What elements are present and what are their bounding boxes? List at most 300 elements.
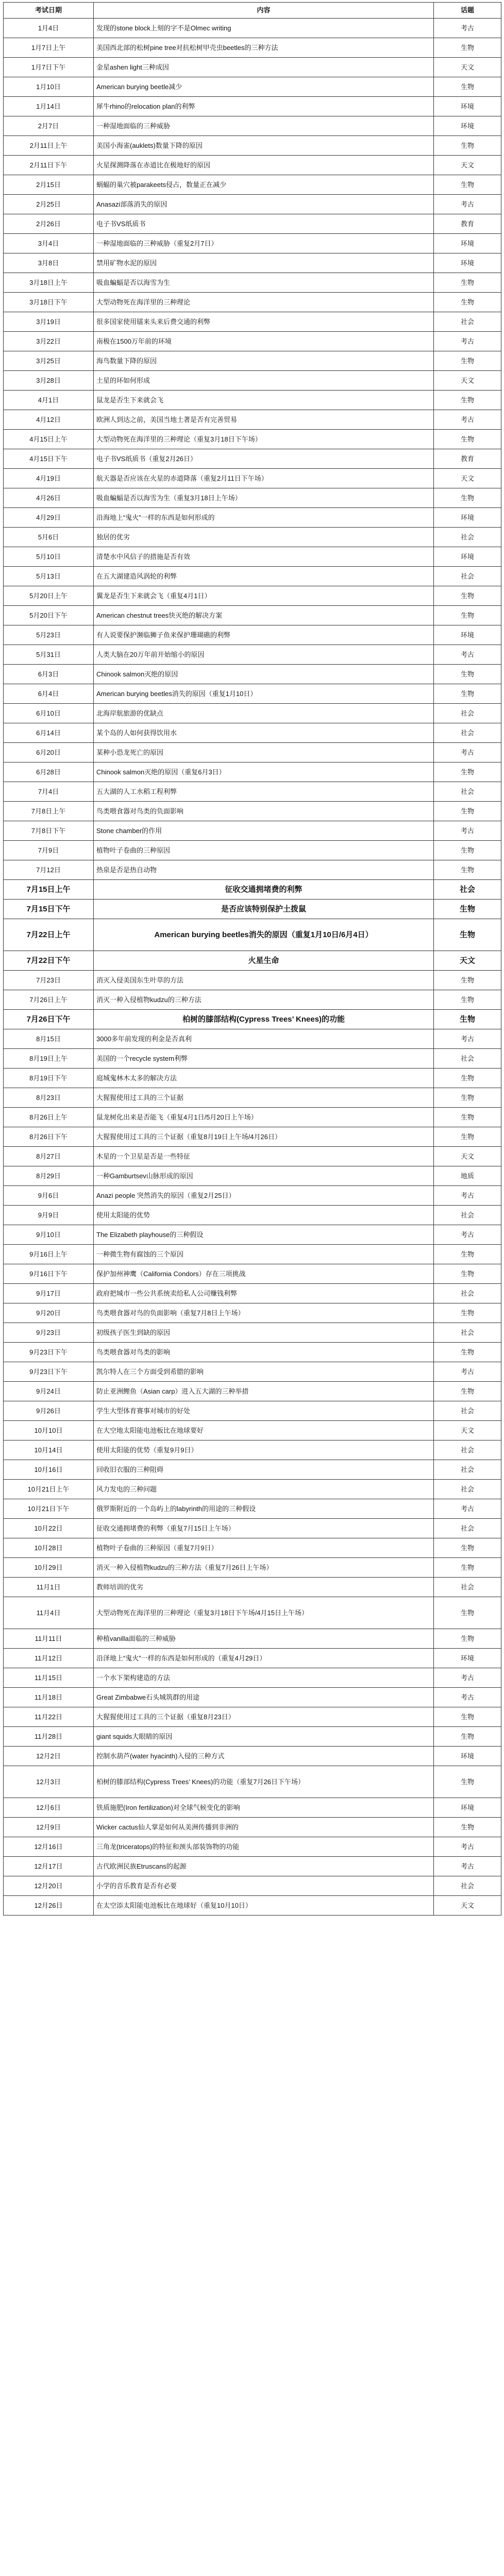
row-content: 北海岸航旅游的优缺点 — [94, 704, 434, 723]
row-date: 7月26日下午 — [4, 1010, 94, 1029]
row-content: 大猩猩使用过工具的三个证据（重复8月19日上午场/4月26日） — [94, 1127, 434, 1147]
row-date: 7月9日 — [4, 841, 94, 860]
row-topic: 考古 — [434, 1186, 501, 1206]
row-content: 小学的音乐教育是否有必要 — [94, 1876, 434, 1896]
row-date: 2月11日上午 — [4, 136, 94, 156]
row-topic: 教育 — [434, 214, 501, 234]
row-content: 征收交通拥堵费的利弊 — [94, 880, 434, 900]
row-topic: 生物 — [434, 136, 501, 156]
row-topic: 考古 — [434, 1837, 501, 1857]
row-date: 9月20日 — [4, 1303, 94, 1323]
row-date: 6月3日 — [4, 665, 94, 684]
row-topic: 社会 — [434, 704, 501, 723]
table-row — [4, 1876, 501, 1896]
row-topic: 生物 — [434, 1597, 501, 1629]
row-date: 7月23日 — [4, 971, 94, 990]
row-content: Stone chamber的作用 — [94, 821, 434, 841]
header-topic: 话题 — [434, 3, 501, 19]
row-content: 蜗蝠的巢穴被parakeets侵占，数量正在减少 — [94, 175, 434, 195]
row-content: 美国小海雀(auklets)数量下降的原因 — [94, 136, 434, 156]
row-topic: 天文 — [434, 951, 501, 971]
table-row — [4, 234, 501, 253]
row-topic: 生物 — [434, 1727, 501, 1747]
table-row — [4, 469, 501, 488]
table-row — [4, 665, 501, 684]
table-row — [4, 195, 501, 214]
table-row — [4, 1818, 501, 1837]
row-topic: 环境 — [434, 625, 501, 645]
row-date: 7月12日 — [4, 860, 94, 880]
row-date: 9月16日下午 — [4, 1264, 94, 1284]
row-date: 11月4日 — [4, 1597, 94, 1629]
row-content: 是否应该特别保护土拨鼠 — [94, 900, 434, 919]
row-topic: 生物 — [434, 273, 501, 293]
table-row — [4, 743, 501, 762]
table-row — [4, 919, 501, 951]
row-content: 航天器是否应该在火星的赤道降落（重复2月11日下午场） — [94, 469, 434, 488]
row-topic: 环境 — [434, 253, 501, 273]
row-topic: 生物 — [434, 1088, 501, 1108]
table-row — [4, 410, 501, 430]
row-date: 11月18日 — [4, 1688, 94, 1707]
row-date: 11月11日 — [4, 1629, 94, 1649]
table-row — [4, 430, 501, 449]
table-row — [4, 273, 501, 293]
row-date: 5月20日下午 — [4, 606, 94, 625]
table-row — [4, 19, 501, 38]
row-content: 回收旧衣服的三种阻碍 — [94, 1460, 434, 1480]
row-date: 2月15日 — [4, 175, 94, 195]
row-date: 5月6日 — [4, 528, 94, 547]
row-content: 种植vanilla面临的三种威胁 — [94, 1629, 434, 1649]
table-row — [4, 1629, 501, 1649]
row-topic: 生物 — [434, 77, 501, 97]
table-row — [4, 332, 501, 351]
table-row — [4, 586, 501, 606]
row-date: 9月23日 — [4, 1323, 94, 1343]
row-date: 3月18日下午 — [4, 293, 94, 312]
table-row — [4, 1166, 501, 1186]
row-date: 12月17日 — [4, 1857, 94, 1876]
row-content: 庭城鬼林木太多的解决方法 — [94, 1069, 434, 1088]
table-row — [4, 547, 501, 567]
table-row — [4, 1538, 501, 1558]
row-date: 7月15日上午 — [4, 880, 94, 900]
row-date: 10月16日 — [4, 1460, 94, 1480]
row-topic: 生物 — [434, 1010, 501, 1029]
row-content: 一种湿地面临的三种威胁（重复2月7日） — [94, 234, 434, 253]
row-content: 木星的一个卫星是否是一些特征 — [94, 1147, 434, 1166]
row-content: 俄罗斯附近的一个岛屿上的labyrinth的用途的三种假设 — [94, 1499, 434, 1519]
row-content: American burying beetles消失的原因（重复1月10日） — [94, 684, 434, 704]
row-topic: 环境 — [434, 508, 501, 528]
row-content: 某个岛的人如何获得饮用水 — [94, 723, 434, 743]
row-content: 征收交通拥堵费的利弊（重复7月15日上午场） — [94, 1519, 434, 1538]
row-date: 7月15日下午 — [4, 900, 94, 919]
row-topic: 生物 — [434, 1707, 501, 1727]
row-content: 鼠龙树化出来是否能飞（重复4月1日/5月20日上午场） — [94, 1108, 434, 1127]
row-topic: 考古 — [434, 195, 501, 214]
row-date: 4月26日 — [4, 488, 94, 508]
table-row — [4, 1245, 501, 1264]
row-content: 铁质施肥(Iron fertilization)对全球气候变化的影响 — [94, 1798, 434, 1818]
row-content: 一种湿地面临的三种威胁 — [94, 116, 434, 136]
row-content: 防止亚洲鲤鱼（Asian carp）进入五大湖的三种举措 — [94, 1382, 434, 1401]
table-row — [4, 567, 501, 586]
row-content: 在太空添太阳能电池板比在地球好（重复10月10日） — [94, 1896, 434, 1916]
row-date: 7月26日上午 — [4, 990, 94, 1010]
table-row — [4, 880, 501, 900]
table-row — [4, 762, 501, 782]
row-content: 凯尔特人在三个方面受到希腊的影响 — [94, 1362, 434, 1382]
row-date: 10月22日 — [4, 1519, 94, 1538]
table-row — [4, 1480, 501, 1499]
row-date: 4月12日 — [4, 410, 94, 430]
row-topic: 考古 — [434, 1362, 501, 1382]
row-date: 7月8日下午 — [4, 821, 94, 841]
table-row — [4, 1519, 501, 1538]
row-topic: 生物 — [434, 38, 501, 58]
row-content: 火星探测降落在赤道比在极地好的原因 — [94, 156, 434, 175]
schedule-table-container — [3, 2, 501, 1916]
row-topic: 生物 — [434, 586, 501, 606]
table-row — [4, 1088, 501, 1108]
row-content: 发现的stone block上刻的字不是Olmec writing — [94, 19, 434, 38]
row-topic: 生物 — [434, 860, 501, 880]
row-date: 12月3日 — [4, 1766, 94, 1798]
table-row — [4, 1323, 501, 1343]
row-topic: 生物 — [434, 488, 501, 508]
row-content: Anasazi部落消失的原因 — [94, 195, 434, 214]
row-content: 金星ashen light三种成因 — [94, 58, 434, 77]
row-content: American chestnut trees快灭绝的解决方案 — [94, 606, 434, 625]
table-row — [4, 1578, 501, 1597]
table-row — [4, 1049, 501, 1069]
row-topic: 社会 — [434, 1401, 501, 1421]
table-row — [4, 1649, 501, 1668]
row-topic: 生物 — [434, 1127, 501, 1147]
table-row — [4, 508, 501, 528]
row-content: 吸血蝙蝠是否以海雪为生 — [94, 273, 434, 293]
row-topic: 生物 — [434, 1303, 501, 1323]
table-row — [4, 1206, 501, 1225]
row-topic: 生物 — [434, 1108, 501, 1127]
row-content: 鸟类喂食器对鸟的负面影响（重复7月8日上午场） — [94, 1303, 434, 1323]
row-content: 美国西北部的松树pine tree对抗松树甲壳虫beetles的三种方法 — [94, 38, 434, 58]
table-row — [4, 1225, 501, 1245]
row-date: 7月4日 — [4, 782, 94, 802]
row-date: 9月17日 — [4, 1284, 94, 1303]
row-date: 1月10日 — [4, 77, 94, 97]
row-content: 鸟类喂食器对鸟类的影响 — [94, 1343, 434, 1362]
row-content: Chinook salmon灭绝的原因 — [94, 665, 434, 684]
row-date: 1月7日上午 — [4, 38, 94, 58]
table-row — [4, 253, 501, 273]
table-row — [4, 1597, 501, 1629]
row-date: 5月13日 — [4, 567, 94, 586]
row-topic: 环境 — [434, 234, 501, 253]
table-row — [4, 1798, 501, 1818]
table-body — [4, 19, 501, 1916]
table-row — [4, 723, 501, 743]
table-row — [4, 951, 501, 971]
row-topic: 生物 — [434, 391, 501, 410]
table-row — [4, 391, 501, 410]
row-content: 独居的优劣 — [94, 528, 434, 547]
row-content: 大型动物死在海洋里的三种理论（重复3月18日下午场/4月15日上午场） — [94, 1597, 434, 1629]
row-date: 5月20日上午 — [4, 586, 94, 606]
row-date: 4月1日 — [4, 391, 94, 410]
row-topic: 社会 — [434, 1323, 501, 1343]
row-content: 有人说要保护濒临狮子鱼来保护珊瑚礁的利弊 — [94, 625, 434, 645]
row-content: 消灭入侵美国东生叶草的方法 — [94, 971, 434, 990]
row-topic: 社会 — [434, 1578, 501, 1597]
table-row — [4, 625, 501, 645]
table-row — [4, 97, 501, 116]
row-date: 3月28日 — [4, 371, 94, 391]
row-content: 植物叶子卷曲的三种原因 — [94, 841, 434, 860]
table-row — [4, 802, 501, 821]
row-date: 9月23日下午 — [4, 1343, 94, 1362]
row-date: 3月22日 — [4, 332, 94, 351]
row-date: 1月4日 — [4, 19, 94, 38]
row-topic: 生物 — [434, 606, 501, 625]
table-row — [4, 900, 501, 919]
row-content: 大型动物死在海洋里的三种理论 — [94, 293, 434, 312]
row-content: 柏树的膝部结构(Cypress Trees’ Knees)的功能 — [94, 1010, 434, 1029]
table-row — [4, 971, 501, 990]
row-date: 12月2日 — [4, 1747, 94, 1766]
row-topic: 社会 — [434, 1519, 501, 1538]
table-row — [4, 1766, 501, 1798]
row-topic: 生物 — [434, 684, 501, 704]
row-date: 10月10日 — [4, 1421, 94, 1440]
table-row — [4, 1108, 501, 1127]
row-date: 10月29日 — [4, 1558, 94, 1578]
row-content: 在五大湖建造风涡轮的利弊 — [94, 567, 434, 586]
row-content: 清楚水中风信子的措施是否有效 — [94, 547, 434, 567]
row-content: 初级孩子医生到缺的原因 — [94, 1323, 434, 1343]
header-content: 内容 — [94, 3, 434, 19]
row-topic: 环境 — [434, 1798, 501, 1818]
row-topic: 生物 — [434, 762, 501, 782]
row-date: 1月14日 — [4, 97, 94, 116]
row-content: American burying beetles消失的原因（重复1月10日/6月4日） — [94, 919, 434, 951]
row-date: 12月26日 — [4, 1896, 94, 1916]
table-row — [4, 449, 501, 469]
row-date: 4月15日上午 — [4, 430, 94, 449]
row-topic: 社会 — [434, 1876, 501, 1896]
row-topic: 环境 — [434, 116, 501, 136]
row-topic: 生物 — [434, 430, 501, 449]
row-date: 9月16日上午 — [4, 1245, 94, 1264]
row-date: 12月6日 — [4, 1798, 94, 1818]
row-topic: 生物 — [434, 1382, 501, 1401]
row-date: 8月26日下午 — [4, 1127, 94, 1147]
row-content: Chinook salmon灭绝的原因（重复6月3日） — [94, 762, 434, 782]
row-topic: 考古 — [434, 743, 501, 762]
row-date: 3月19日 — [4, 312, 94, 332]
row-date: 4月19日 — [4, 469, 94, 488]
row-topic: 社会 — [434, 723, 501, 743]
row-date: 6月14日 — [4, 723, 94, 743]
row-date: 4月15日下午 — [4, 449, 94, 469]
row-topic: 生物 — [434, 841, 501, 860]
row-topic: 天文 — [434, 469, 501, 488]
table-row — [4, 1362, 501, 1382]
row-topic: 考古 — [434, 19, 501, 38]
table-row — [4, 1668, 501, 1688]
row-topic: 生物 — [434, 293, 501, 312]
row-date: 2月25日 — [4, 195, 94, 214]
row-date: 6月4日 — [4, 684, 94, 704]
row-date: 8月19日上午 — [4, 1049, 94, 1069]
row-content: 使用太阳能的优势（重复9月9日） — [94, 1440, 434, 1460]
table-row — [4, 1284, 501, 1303]
row-date: 8月15日 — [4, 1029, 94, 1049]
table-row — [4, 214, 501, 234]
table-row — [4, 1401, 501, 1421]
row-date: 6月28日 — [4, 762, 94, 782]
row-content: 人类大脑在20万年前开始缩小的原因 — [94, 645, 434, 665]
table-header-row — [4, 3, 501, 19]
row-date: 5月23日 — [4, 625, 94, 645]
table-row — [4, 1069, 501, 1088]
row-topic: 考古 — [434, 332, 501, 351]
table-row — [4, 606, 501, 625]
row-content: 在大空地太阳能电池板比在地球要好 — [94, 1421, 434, 1440]
table-row — [4, 1707, 501, 1727]
row-date: 2月26日 — [4, 214, 94, 234]
row-content: 五大湖的人工水稻工程利弊 — [94, 782, 434, 802]
table-row — [4, 1421, 501, 1440]
row-content: 大猩猩使用过工具的三个证据 — [94, 1088, 434, 1108]
header-date: 考试日期 — [4, 3, 94, 19]
table-row — [4, 488, 501, 508]
row-date: 3月25日 — [4, 351, 94, 371]
table-row — [4, 704, 501, 723]
row-content: 犀牛rhino的relocation plan的利弊 — [94, 97, 434, 116]
row-topic: 生物 — [434, 990, 501, 1010]
table-row — [4, 1147, 501, 1166]
row-topic: 生物 — [434, 1766, 501, 1798]
table-row — [4, 175, 501, 195]
row-date: 10月28日 — [4, 1538, 94, 1558]
row-content: 政府把城市一些公共系统卖给私人公司赚钱利弊 — [94, 1284, 434, 1303]
table-row — [4, 528, 501, 547]
row-topic: 生物 — [434, 1558, 501, 1578]
table-row — [4, 293, 501, 312]
row-date: 4月29日 — [4, 508, 94, 528]
row-content: 风力发电的三种问题 — [94, 1480, 434, 1499]
table-row — [4, 645, 501, 665]
row-date: 11月28日 — [4, 1727, 94, 1747]
row-date: 9月23日下午 — [4, 1362, 94, 1382]
row-content: 某种小恐龙死亡的原因 — [94, 743, 434, 762]
row-content: 欧洲人到达之前，美国当地土著是否有完善贸易 — [94, 410, 434, 430]
row-content: 古代欧洲民族Etruscans的起源 — [94, 1857, 434, 1876]
row-content: 3000多年前发现的利金是否真利 — [94, 1029, 434, 1049]
row-date: 9月26日 — [4, 1401, 94, 1421]
row-date: 6月20日 — [4, 743, 94, 762]
row-topic: 生物 — [434, 1538, 501, 1558]
row-topic: 天文 — [434, 156, 501, 175]
row-content: Anazi people 突然消失的原因（重复2月25日） — [94, 1186, 434, 1206]
row-date: 9月9日 — [4, 1206, 94, 1225]
row-content: 控制水葫芦(water hyacinth)入侵的三种方式 — [94, 1747, 434, 1766]
row-content: 鼠龙是否生下来就会飞 — [94, 391, 434, 410]
table-row — [4, 156, 501, 175]
row-content: 美国的一个recycle system利弊 — [94, 1049, 434, 1069]
row-content: 很多国家使用镭来头来后费交通的利弊 — [94, 312, 434, 332]
table-row — [4, 77, 501, 97]
table-row — [4, 1029, 501, 1049]
row-date: 11月12日 — [4, 1649, 94, 1668]
row-content: 沿海地上“鬼火”一样的东西是如何形成的 — [94, 508, 434, 528]
table-row — [4, 371, 501, 391]
table-row — [4, 821, 501, 841]
table-row — [4, 312, 501, 332]
row-topic: 社会 — [434, 880, 501, 900]
row-date: 8月29日 — [4, 1166, 94, 1186]
table-row — [4, 136, 501, 156]
row-topic: 生物 — [434, 1343, 501, 1362]
row-topic: 生物 — [434, 900, 501, 919]
row-date: 7月22日下午 — [4, 951, 94, 971]
row-date: 3月4日 — [4, 234, 94, 253]
row-date: 12月9日 — [4, 1818, 94, 1837]
row-topic: 社会 — [434, 1284, 501, 1303]
row-content: 土星的环如何形成 — [94, 371, 434, 391]
row-topic: 生物 — [434, 351, 501, 371]
row-content: 消灭一种入侵植物kudzu的三种方法 — [94, 990, 434, 1010]
table-row — [4, 1264, 501, 1284]
row-content: 电子书VS纸质书（重复2月26日） — [94, 449, 434, 469]
row-date: 6月10日 — [4, 704, 94, 723]
row-topic: 天文 — [434, 1896, 501, 1916]
row-content: American burying beetle减少 — [94, 77, 434, 97]
row-topic: 考古 — [434, 821, 501, 841]
row-topic: 社会 — [434, 1049, 501, 1069]
row-date: 10月21日下午 — [4, 1499, 94, 1519]
table-row — [4, 38, 501, 58]
row-date: 9月24日 — [4, 1382, 94, 1401]
table-row — [4, 1558, 501, 1578]
row-content: 消灭一种入侵植物kudzu的三种方法（重复7月26日上午场） — [94, 1558, 434, 1578]
row-topic: 考古 — [434, 645, 501, 665]
row-content: 禁用矿物水泥的原因 — [94, 253, 434, 273]
row-topic: 考古 — [434, 1499, 501, 1519]
row-date: 1月7日下午 — [4, 58, 94, 77]
row-topic: 生物 — [434, 665, 501, 684]
row-topic: 考古 — [434, 1857, 501, 1876]
row-date: 2月7日 — [4, 116, 94, 136]
table-row — [4, 1727, 501, 1747]
row-topic: 生物 — [434, 1069, 501, 1088]
table-row — [4, 351, 501, 371]
table-row — [4, 1440, 501, 1460]
table-row — [4, 1499, 501, 1519]
row-topic: 生物 — [434, 1629, 501, 1649]
row-date: 8月23日 — [4, 1088, 94, 1108]
row-date: 3月8日 — [4, 253, 94, 273]
row-topic: 天文 — [434, 371, 501, 391]
table-row — [4, 684, 501, 704]
table-row — [4, 1343, 501, 1362]
row-content: 沿泽地上“鬼火”一样的东西是如何形成的（重复4月29日） — [94, 1649, 434, 1668]
row-topic: 社会 — [434, 528, 501, 547]
row-topic: 生物 — [434, 1818, 501, 1837]
